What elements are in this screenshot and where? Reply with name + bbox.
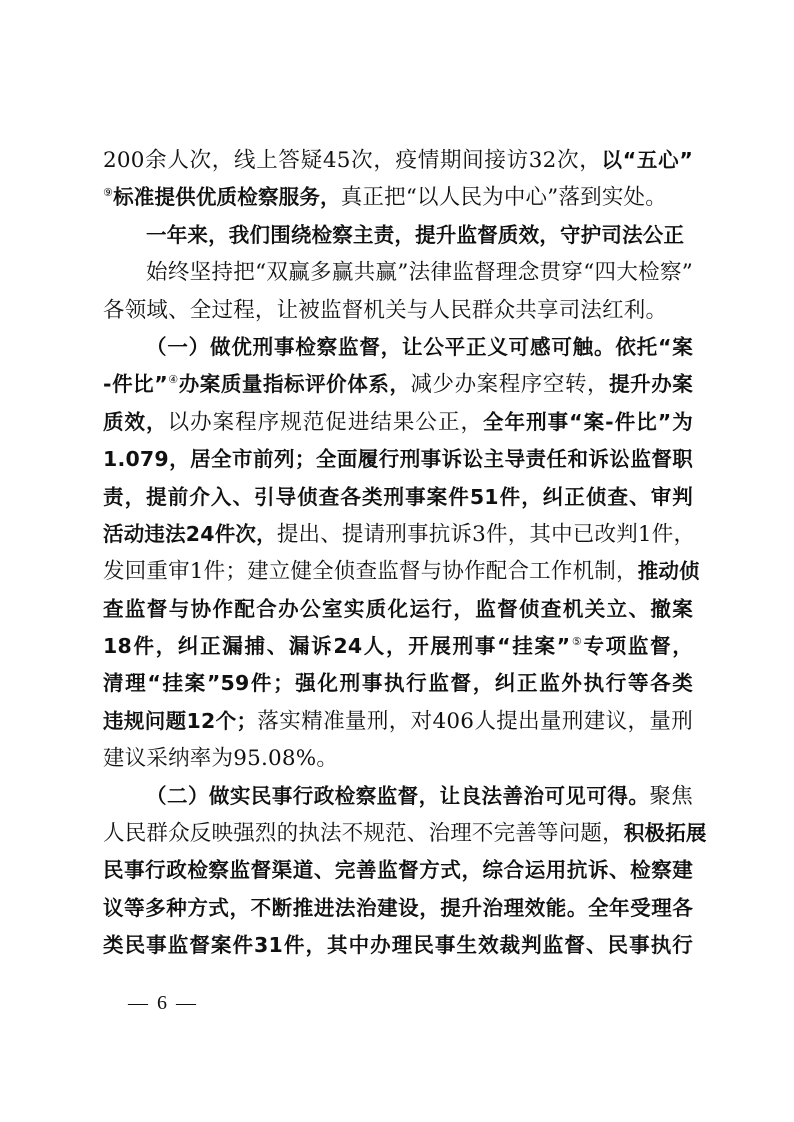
footnote-marker: ⑨ <box>103 186 114 200</box>
text-run: 减少办案程序空转， <box>410 372 610 398</box>
text-line <box>103 852 693 889</box>
bold-text: 查监督与协作配合办公室实质化运行，监督侦查机关立、撤案 <box>103 596 693 621</box>
bold-text: -件比” <box>103 372 168 397</box>
text-line <box>103 553 700 590</box>
text-run: 各领域、全过程，让被监督机关与人民群众共享司法红利。 <box>103 297 668 323</box>
text-run: 真正把“以人民为中心”落到实处。 <box>340 185 667 211</box>
text-line <box>103 628 693 665</box>
text-line <box>103 591 693 628</box>
bold-text: 活动违法24件次， <box>103 521 277 546</box>
text-line <box>103 217 693 254</box>
bold-text: 提升办案 <box>609 372 693 397</box>
text-line <box>103 778 693 815</box>
text-line <box>103 142 693 179</box>
text-line <box>103 479 693 516</box>
page-number: — 6 — <box>128 992 198 1014</box>
bold-text: 民事行政检察监督渠道、完善监督方式，综合运用抗诉、检察建 <box>103 858 693 883</box>
text-line <box>103 815 707 852</box>
text-line <box>103 329 693 366</box>
bold-text: 以“五心” <box>601 148 693 172</box>
text-line <box>103 665 693 702</box>
text-line <box>103 927 693 964</box>
text-line <box>103 404 693 441</box>
bold-text: 责，提前介入、引导侦查各类刑事案件51件，纠正侦查、审判 <box>103 484 693 509</box>
text-run: 始终坚持把“双赢多赢共赢”法律监督理念贯穿“四大检察” <box>146 260 693 286</box>
text-line <box>103 740 693 777</box>
text-line <box>103 254 693 291</box>
bold-text: 全年刑事“案-件比”为 <box>483 409 693 434</box>
bold-text: （二）做实民事行政检察监督，让良法善治可见可得。 <box>146 783 650 808</box>
bold-text: 类民事监督案件31件，其中办理民事生效裁判监督、民事执行 <box>103 933 693 958</box>
bold-text: 18件，纠正漏捕、漏诉24人，开展刑事“挂案” <box>103 634 571 659</box>
bold-text: 专项监督， <box>583 634 694 659</box>
document-body <box>103 142 707 965</box>
bold-text: 标准提供优质检察服务， <box>113 185 341 210</box>
text-run: 200余人次，线上答疑45次，疫情期间接访32次， <box>103 148 602 173</box>
bold-text: 1.079，居全市前列；全面履行刑事诉讼主导责任和诉讼监督职 <box>103 447 693 472</box>
text-line <box>103 703 693 740</box>
text-line <box>103 516 696 553</box>
bold-text: 议等多种方式，不断推进法治建设，提升治理效能。全年受理各 <box>103 895 693 920</box>
bold-text: 推动侦 <box>637 559 700 584</box>
text-run: 聚焦 <box>649 783 693 809</box>
text-line <box>103 292 693 329</box>
text-run: 提出、提请刑事抗诉3件，其中已改判1件， <box>276 521 696 547</box>
bold-text: 清理“挂案”59件；强化刑事执行监督，纠正监外执行等各类 <box>103 671 693 696</box>
text-run: 人民群众反映强烈的执法不规范、治理不完善等问题， <box>103 821 624 847</box>
text-run: 以办案程序规范促进结果公正， <box>167 409 484 435</box>
bold-text: （一）做优刑事检察监督，让公平正义可感可触。依托“案 <box>146 334 693 359</box>
text-line <box>103 179 693 216</box>
text-run: 建议采纳率为95.08%。 <box>103 746 339 772</box>
bold-text: 积极拓展 <box>623 821 707 846</box>
bold-text: 质效， <box>103 409 168 434</box>
text-run: 落实精准量刑，对406人提出量刑建议，量刑 <box>257 708 693 734</box>
bold-text: 违规问题12个； <box>103 708 258 733</box>
text-run: 发回重审1件；建立健全侦查监督与协作配合工作机制， <box>103 559 638 585</box>
text-line <box>103 366 693 403</box>
bold-text: 一年来，我们围绕检察主责，提升监督质效，守护司法公正 <box>146 222 685 247</box>
bold-text: 办案质量指标评价体系， <box>178 372 411 397</box>
footnote-marker: ④ <box>167 373 179 387</box>
footnote-marker: ⑤ <box>570 635 584 649</box>
text-line <box>103 441 693 478</box>
text-line <box>103 890 693 927</box>
